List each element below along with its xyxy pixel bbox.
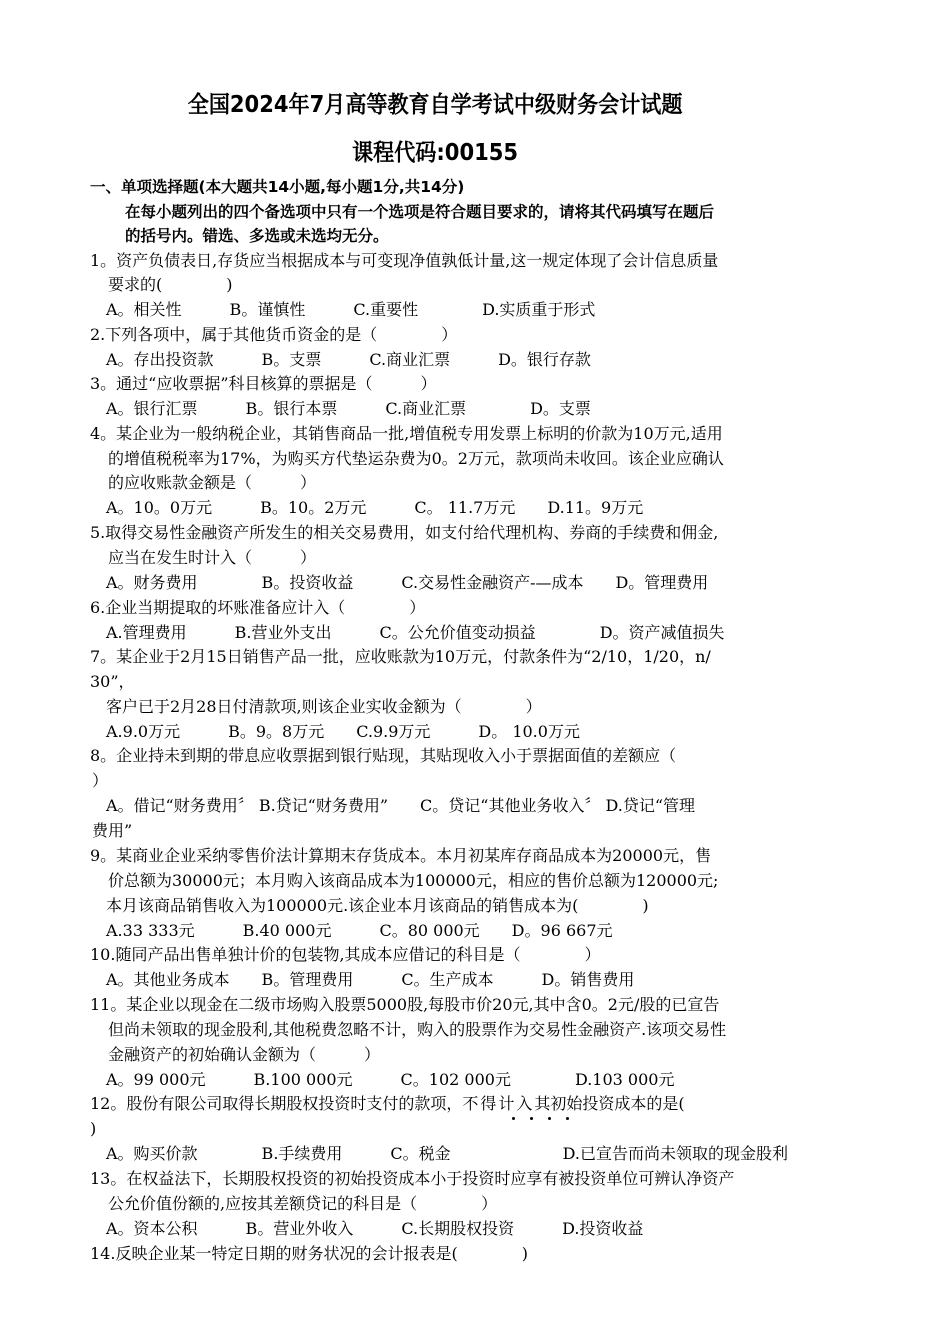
question-4-options: A。10。0万元 B。10。2万元 C。 11.7万元 D.11。9万元 — [106, 498, 644, 517]
section-instruction-line2: 的括号内。错选、多选或未选均无分。 — [125, 227, 389, 245]
course-code: 课程代码:00155 — [352, 140, 519, 166]
question-6: 6.企业当期提取的坏账准备应计入（ ） — [90, 598, 426, 617]
question-13-line2: 公允价值份额的,应按其差额贷记的科目是（ ） — [108, 1194, 498, 1213]
question-3-options: A。银行汇票 B。银行本票 C.商业汇票 D。支票 — [106, 399, 591, 418]
emphasis-dot — [530, 1117, 533, 1120]
question-10-options: A。其他业务成本 B。管理费用 C。生产成本 D。销售费用 — [106, 970, 635, 989]
section-instruction-line1: 在每小题列出的四个备选项中只有一个选项是符合题目要求的，请将其代码填写在题后 — [125, 203, 715, 221]
question-7-line3: 客户已于2月28日付清款项,则该企业实收金额为（ ） — [106, 697, 542, 716]
question-5-options: A。财务费用 B。投资收益 C.交易性金融资产-—成本 D。管理费用 — [106, 573, 709, 592]
question-11-line3: 金融资产的初始确认金额为（ ） — [108, 1045, 381, 1064]
question-12-options: A。购买价款 B.手续费用 C。税金 D.已宣告而尚未领取的现金股利 — [106, 1144, 788, 1163]
question-1-line2: 要求的( ) — [108, 275, 233, 294]
question-9-options: A.33 333元 B.40 000元 C。80 000元 D。96 667元 — [106, 921, 613, 940]
question-13-line1: 13。在权益法下，长期股权投资的初始投资成本小于投资时应享有被投资单位可辨认净资产 — [90, 1169, 735, 1188]
question-12-line2: ) — [90, 1119, 97, 1138]
question-6-options: A.管理费用 B.营业外支出 C。公允价值变动损益 D。资产减值损失 — [106, 623, 725, 642]
question-9-line3: 本月该商品销售收入为100000元.该企业本月该商品的销售成本为( ) — [106, 896, 649, 915]
question-2-options: A。存出投资款 B。支票 C.商业汇票 D。银行存款 — [106, 350, 591, 369]
question-5-line1: 5.取得交易性金融资产所发生的相关交易费用，如支付给代理机构、券商的手续费和佣金, — [90, 523, 719, 542]
question-13-options: A。资本公积 B。营业外收入 C.长期股权投资 D.投资收益 — [106, 1219, 644, 1238]
emphasis-dot — [548, 1117, 551, 1120]
question-4-line2: 的增值税税率为17%，为购买方代垫运杂费为0。2万元，款项尚未收回。该企业应确认 — [108, 449, 724, 468]
question-8-line3: 费用” — [92, 821, 133, 840]
question-9-line2: 价总额为30000元；本月购入该商品成本为100000元，相应的售价总额为120000元; — [108, 871, 719, 890]
question-11-options: A。99 000元 B.100 000元 C。102 000元 D.103 000元 — [106, 1070, 675, 1089]
question-4-line1: 4。某企业为一般纳税企业，其销售商品一批,增值税专用发票上标明的价款为10万元,适用 — [90, 424, 723, 443]
question-4-line3: 的应收账款金额是（ ） — [108, 473, 317, 492]
question-7-options: A.9.0万元 B。9。8万元 C.9.9万元 D。 10.0万元 — [106, 722, 580, 741]
question-12-text-a: 12。股份有限公司取得长期股权投资时支付的款项， — [90, 1094, 463, 1113]
question-12-line1 — [90, 1093, 685, 1115]
page-title: 全国2024年7月高等教育自学考试中级财务会计试题 — [187, 92, 683, 118]
question-12-emphasis: 不得计入 — [462, 1094, 535, 1113]
section-heading: 一、单项选择题(本大题共14小题,每小题1分,共14分) — [90, 178, 465, 196]
question-8-options: A。借记“财务费用〞 B.贷记“财务费用” C。贷记“其他业务收入〞 D.贷记“管理 — [106, 796, 696, 815]
question-12-text-c: 其初始投资成本的是( — [534, 1094, 685, 1113]
question-3: 3。通过“应收票据”科目核算的票据是（ ） — [90, 374, 437, 393]
question-14: 14.反映企业某一特定日期的财务状况的会计报表是( ) — [90, 1244, 528, 1263]
question-9-line1: 9。某商业企业采纳零售价法计算期末存货成本。本月初某库存商品成本为20000元，售 — [90, 846, 712, 865]
question-7-line1: 7。某企业于2月15日销售产品一批，应收账款为10万元，付款条件为“2/10，1/20，n/ — [90, 647, 711, 666]
question-10: 10.随同产品出售单独计价的包装物,其成本应借记的科目是（ ） — [90, 945, 601, 964]
question-1-line1: 1。资产负债表日,存货应当根据成本与可变现净值孰低计量,这一规定体现了会计信息质量 — [90, 251, 719, 270]
question-11-line2: 但尚未领取的现金股利,其他税费忽略不计，购入的股票作为交易性金融资产.该项交易性 — [108, 1020, 727, 1039]
question-1-options: A。相关性 B。谨慎性 C.重要性 D.实质重于形式 — [106, 300, 596, 319]
question-8-line1: 8。企业持未到期的带息应收票据到银行贴现，其贴现收入小于票据面值的差额应（ — [90, 746, 677, 765]
emphasis-dot — [566, 1117, 569, 1120]
question-11-line1: 11。某企业以现金在二级市场购入股票5000股,每股市价20元,其中含0。2元/股的已宣告 — [90, 995, 720, 1014]
question-2: 2.下列各项中，属于其他货币资金的是（ ） — [90, 325, 458, 344]
question-5-line2: 应当在发生时计入（ ） — [108, 548, 317, 567]
question-8-line2: ） — [92, 771, 109, 790]
question-7-line2: 30”， — [90, 672, 135, 691]
emphasis-dot — [512, 1117, 515, 1120]
